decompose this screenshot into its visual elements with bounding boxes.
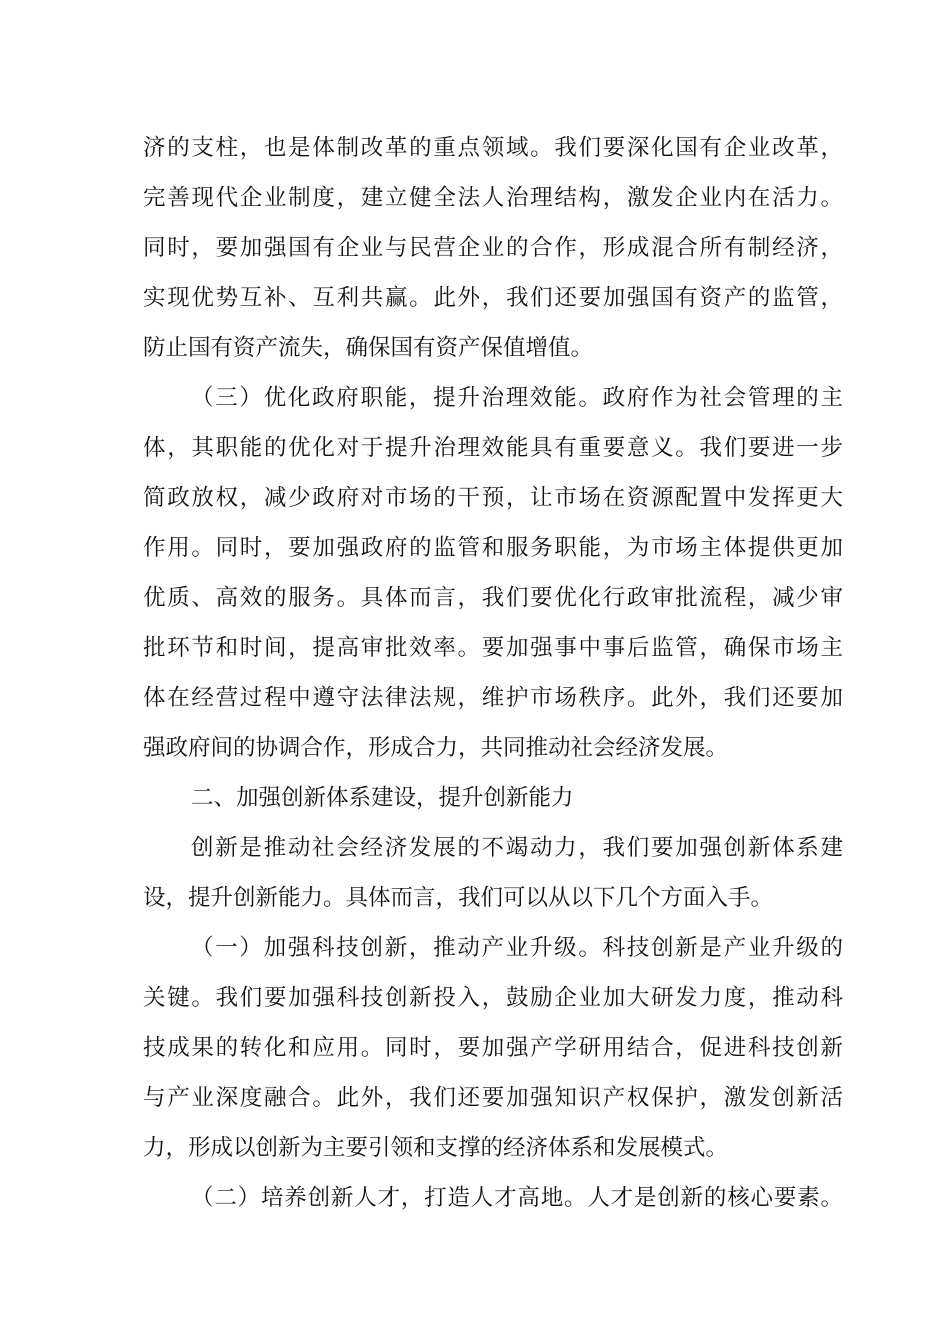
- text-line: 批环节和时间，提高审批效率。要加强事中事后监管，确保市场主: [143, 635, 843, 661]
- text-line: 设，提升创新能力。具体而言，我们可以从以下几个方面入手。: [143, 885, 774, 911]
- text-line: 关键。我们要加强科技创新投入，鼓励企业加大研发力度，推动科: [143, 985, 843, 1011]
- text-line: 同时，要加强国有企业与民营企业的合作，形成混合所有制经济，: [143, 235, 843, 261]
- text-line: 体，其职能的优化对于提升治理效能具有重要意义。我们要进一步: [143, 435, 843, 461]
- text-line: 强政府间的协调合作，形成合力，共同推动社会经济发展。: [143, 735, 729, 761]
- text-line: 简政放权，减少政府对市场的干预，让市场在资源配置中发挥更大: [143, 485, 843, 511]
- text-line: 与产业深度融合。此外，我们还要加强知识产权保护，激发创新活: [143, 1085, 843, 1111]
- text-line: （一）加强科技创新，推动产业升级。科技创新是产业升级的: [191, 935, 843, 961]
- text-line: 力，形成以创新为主要引领和支撑的经济体系和发展模式。: [143, 1135, 729, 1161]
- text-line: （三）优化政府职能，提升治理效能。政府作为社会管理的主: [191, 385, 843, 411]
- text-line: 作用。同时，要加强政府的监管和服务职能，为市场主体提供更加: [143, 535, 843, 561]
- text-line: 优质、高效的服务。具体而言，我们要优化行政审批流程，减少审: [143, 585, 843, 611]
- text-line: 创新是推动社会经济发展的不竭动力，我们要加强创新体系建: [191, 835, 843, 861]
- text-line: 完善现代企业制度，建立健全法人治理结构，激发企业内在活力。: [143, 185, 843, 211]
- text-line: 防止国有资产流失，确保国有资产保值增值。: [143, 335, 594, 361]
- text-line: 济的支柱，也是体制改革的重点领域。我们要深化国有企业改革，: [143, 135, 843, 161]
- text-line: （二）培养创新人才，打造人才高地。人才是创新的核心要素。: [191, 1185, 843, 1211]
- text-line: 技成果的转化和应用。同时，要加强产学研用结合，促进科技创新: [143, 1035, 843, 1061]
- text-line: 实现优势互补、互利共赢。此外，我们还要加强国有资产的监管，: [143, 285, 843, 311]
- text-line: 体在经营过程中遵守法律法规，维护市场秩序。此外，我们还要加: [143, 685, 843, 711]
- section-heading: 二、加强创新体系建设，提升创新能力: [191, 785, 574, 811]
